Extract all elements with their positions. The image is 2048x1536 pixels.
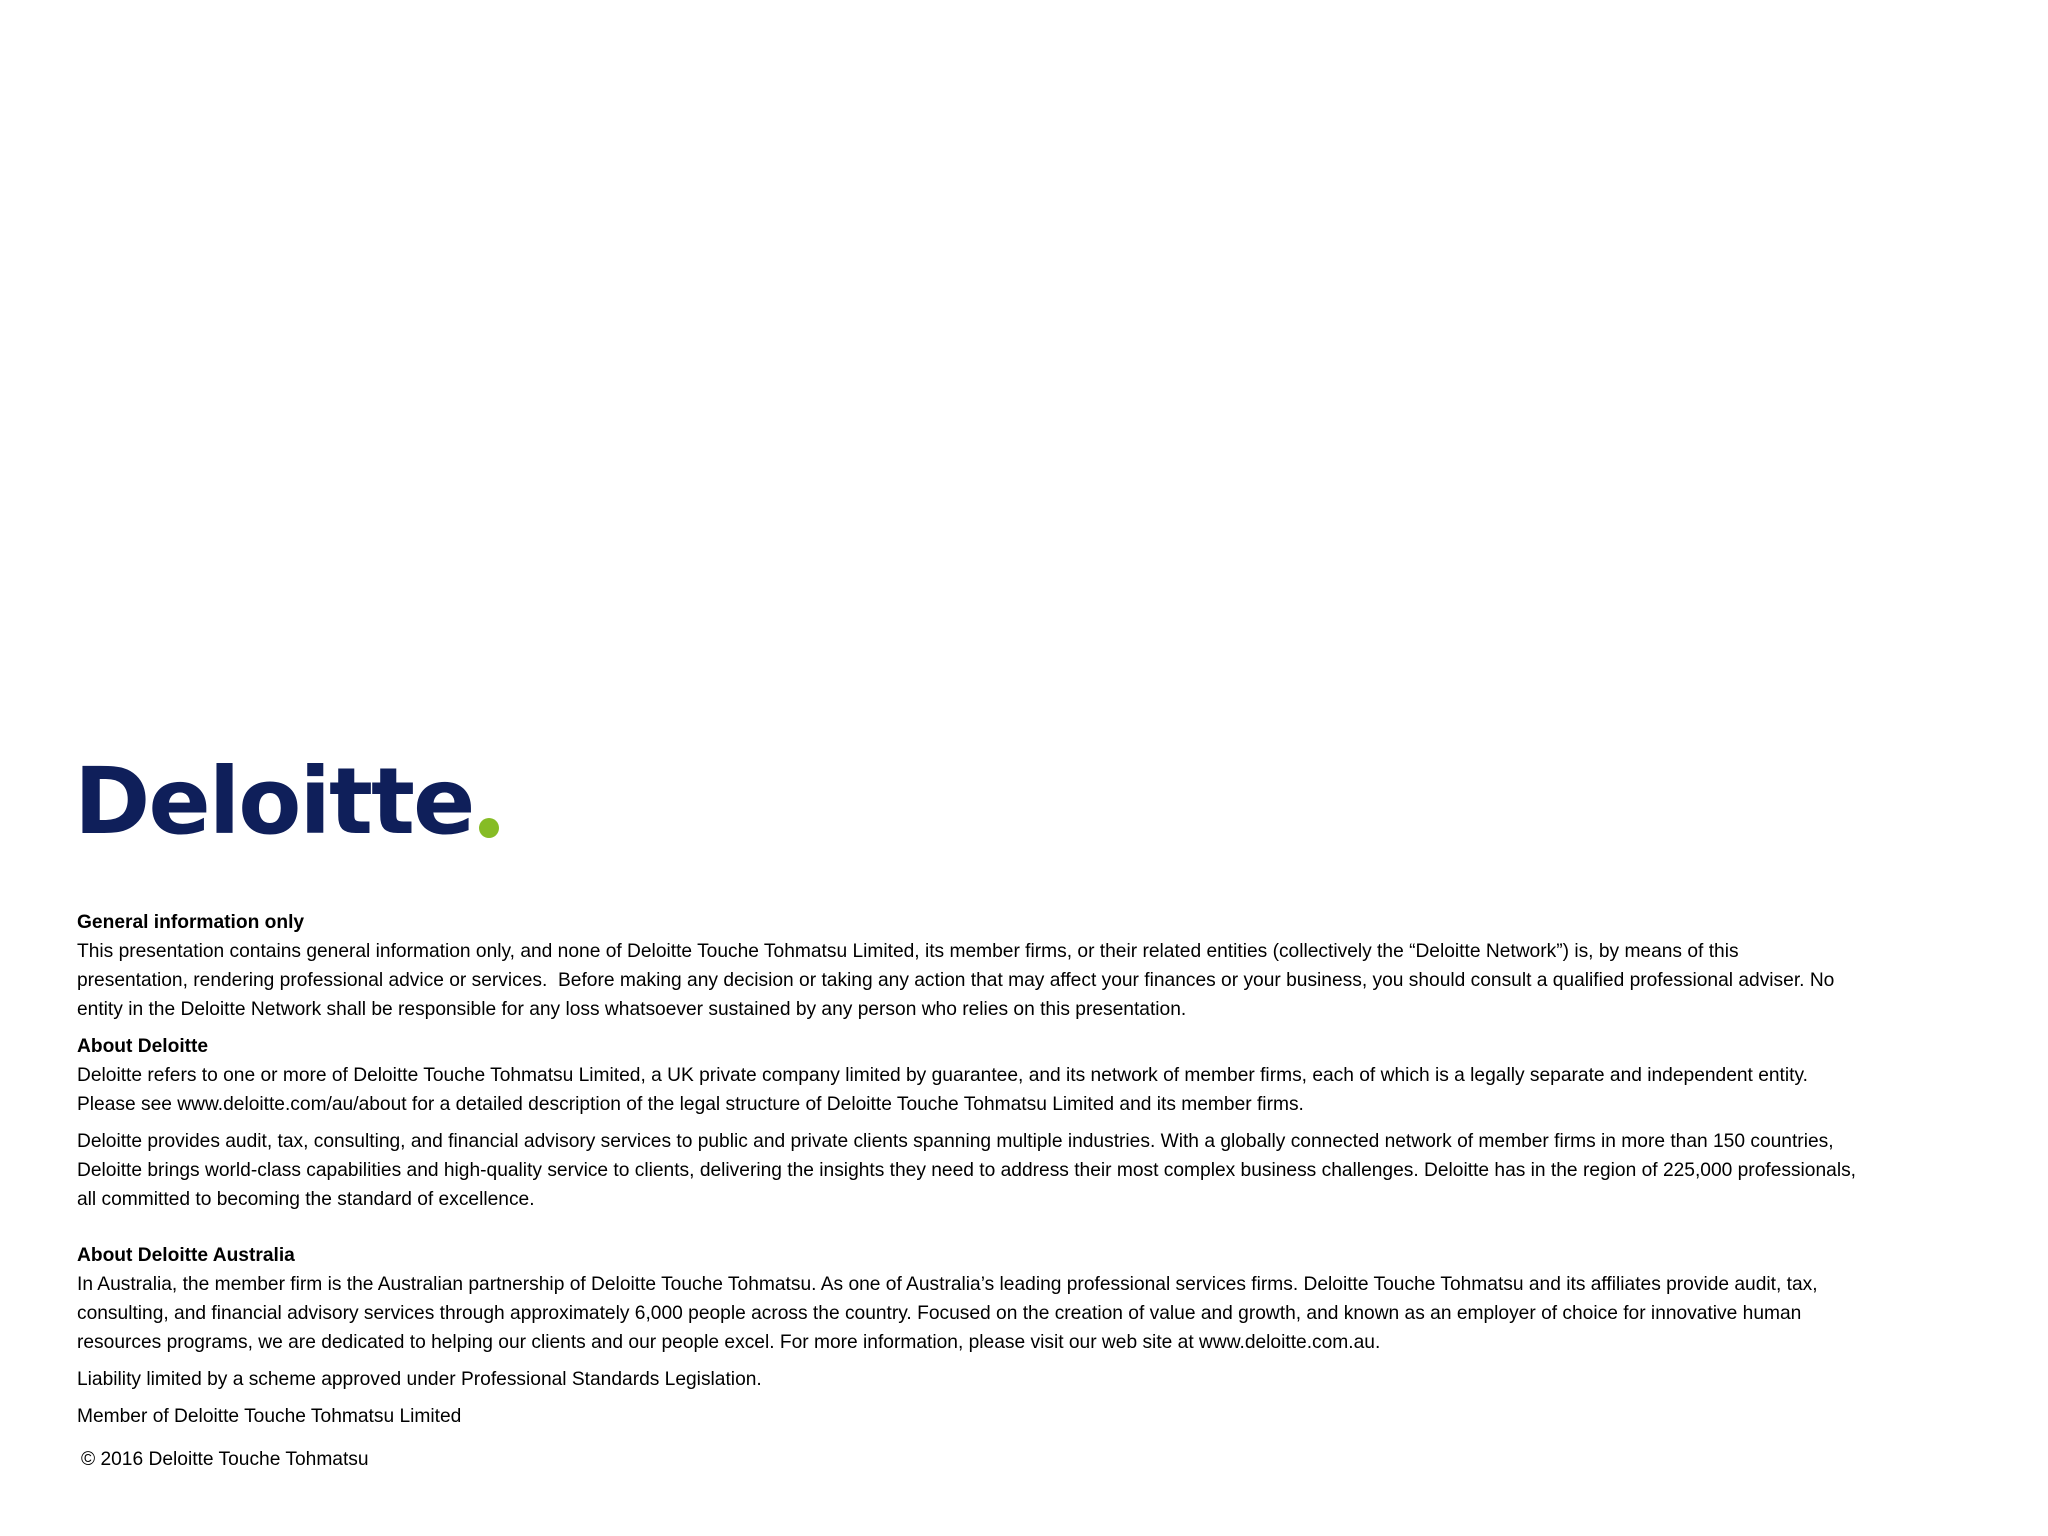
about-line: Deloitte brings world-class capabilities and high-quality service to clients, delivering the insights they need to address their most complex business challenges. Deloitte has in the region of 225,000 professionals, bbox=[77, 1160, 1857, 1181]
general-info-body bbox=[77, 937, 1977, 1024]
about-line: Deloitte refers to one or more of Deloitte Touche Tohmatsu Limited, a UK private company limited by guarantee, and its network of member firms, each of which is a legally separate and independent entity. bbox=[77, 1065, 1808, 1086]
about-deloitte-para-2 bbox=[77, 1127, 1977, 1214]
logo-green-dot-icon bbox=[479, 818, 499, 838]
about-line: Please see www.deloitte.com/au/about for a detailed description of the legal structure of Deloitte Touche Tohmatsu Limited and its member firms. bbox=[77, 1094, 1304, 1115]
about-line: all committed to becoming the standard of excellence. bbox=[77, 1189, 535, 1210]
about-deloitte-heading: About Deloitte bbox=[77, 1036, 209, 1057]
general-info-heading: General information only bbox=[77, 912, 305, 933]
general-info-line: entity in the Deloitte Network shall be responsible for any loss whatsoever sustained by any person who relies on this presentation. bbox=[77, 999, 1187, 1020]
australia-line: In Australia, the member firm is the Australian partnership of Deloitte Touche Tohmatsu. As one of Australia’s leading professional services firms. Deloitte Touche Tohmatsu and its affiliates provide audit, tax, bbox=[77, 1274, 1818, 1295]
disclaimer-block bbox=[77, 908, 1977, 1474]
general-info-line: presentation, rendering professional advice or services. Before making any decision or taking any action that may affect your finances or your business, you should consult a qualified professional adviser. No bbox=[77, 970, 1835, 991]
copyright-notice: © 2016 Deloitte Touche Tohmatsu bbox=[81, 1449, 369, 1470]
australia-line: consulting, and financial advisory services through approximately 6,000 people across the country. Focused on the creation of value and growth, and known as an employer of choice for innovative human bbox=[77, 1303, 1802, 1324]
member-statement: Member of Deloitte Touche Tohmatsu Limited bbox=[77, 1406, 462, 1427]
liability-statement: Liability limited by a scheme approved under Professional Standards Legislation. bbox=[77, 1369, 762, 1390]
general-info-line: This presentation contains general information only, and none of Deloitte Touche Tohmatsu Limited, its member firms, or their related entities (collectively the “Deloitte Network”) is, by means of this bbox=[77, 941, 1739, 962]
about-deloitte-para-1 bbox=[77, 1061, 1977, 1119]
deloitte-logo bbox=[74, 748, 499, 855]
about-australia-heading: About Deloitte Australia bbox=[77, 1245, 295, 1266]
australia-line: resources programs, we are dedicated to helping our clients and our people excel. For more information, please visit our web site at www.deloitte.com.au. bbox=[77, 1332, 1381, 1353]
logo-wordmark: Deloitte bbox=[74, 748, 474, 855]
about-line: Deloitte provides audit, tax, consulting, and financial advisory services to public and private clients spanning multiple industries. With a globally connected network of member firms in more than 150 countries, bbox=[77, 1131, 1834, 1152]
about-australia-body bbox=[77, 1270, 1977, 1357]
